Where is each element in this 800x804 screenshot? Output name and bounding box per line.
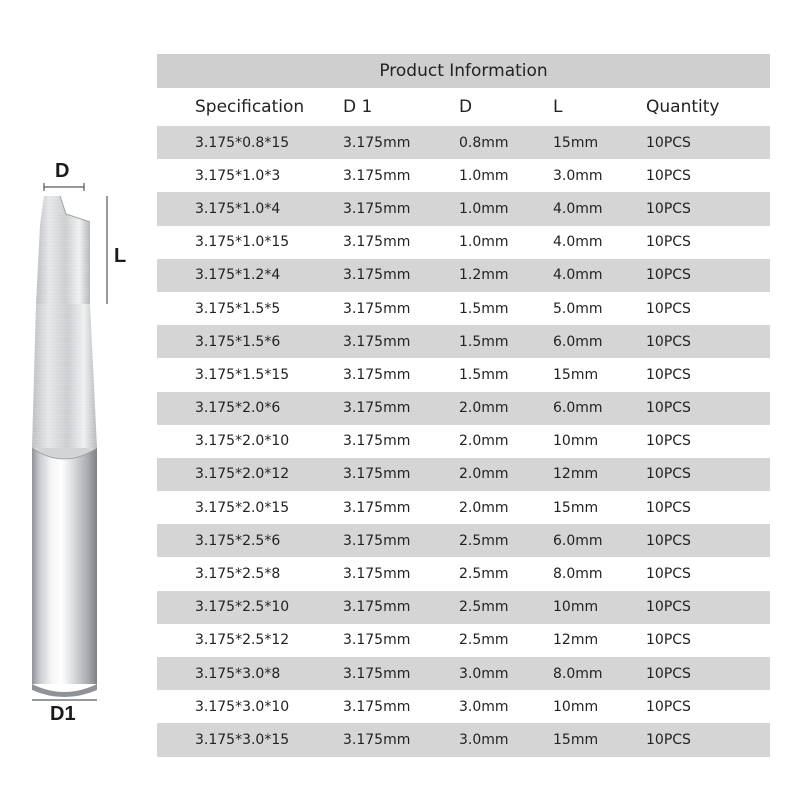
table-row bbox=[157, 192, 770, 225]
cell-specification: 3.175*2.5*8 bbox=[195, 566, 281, 583]
header-d: D bbox=[459, 97, 473, 117]
cell-quantity: 10PCS bbox=[646, 665, 691, 682]
table-row bbox=[157, 226, 770, 259]
cell-l: 4.0mm bbox=[553, 200, 603, 217]
cell-d: 1.2mm bbox=[459, 267, 509, 284]
cell-l: 5.0mm bbox=[553, 300, 603, 317]
table-title: Product Information bbox=[157, 54, 770, 88]
cell-d1: 3.175mm bbox=[343, 665, 411, 682]
table-row bbox=[157, 325, 770, 358]
cell-quantity: 10PCS bbox=[646, 532, 691, 549]
cell-l: 8.0mm bbox=[553, 566, 603, 583]
cell-d: 3.0mm bbox=[459, 731, 509, 748]
table-row bbox=[157, 657, 770, 690]
table-body bbox=[157, 126, 770, 757]
header-l: L bbox=[553, 97, 563, 117]
cell-d: 2.5mm bbox=[459, 632, 509, 649]
cell-quantity: 10PCS bbox=[646, 234, 691, 251]
cell-d: 2.0mm bbox=[459, 499, 509, 516]
table-row bbox=[157, 491, 770, 524]
cell-d1: 3.175mm bbox=[343, 566, 411, 583]
cell-d1: 3.175mm bbox=[343, 400, 411, 417]
cell-specification: 3.175*1.2*4 bbox=[195, 267, 281, 284]
cell-d: 1.5mm bbox=[459, 333, 509, 350]
cell-specification: 3.175*3.0*8 bbox=[195, 665, 281, 682]
cell-l: 10mm bbox=[553, 698, 599, 715]
cell-l: 10mm bbox=[553, 599, 599, 616]
bit-diagram bbox=[0, 0, 150, 800]
cell-l: 4.0mm bbox=[553, 234, 603, 251]
cell-d: 1.0mm bbox=[459, 200, 509, 217]
cell-l: 6.0mm bbox=[553, 333, 603, 350]
table-row bbox=[157, 259, 770, 292]
table-row bbox=[157, 591, 770, 624]
cell-d1: 3.175mm bbox=[343, 731, 411, 748]
cell-l: 10mm bbox=[553, 433, 599, 450]
cell-d1: 3.175mm bbox=[343, 234, 411, 251]
cell-d1: 3.175mm bbox=[343, 167, 411, 184]
cell-specification: 3.175*1.0*15 bbox=[195, 234, 290, 251]
cell-quantity: 10PCS bbox=[646, 599, 691, 616]
cell-quantity: 10PCS bbox=[646, 134, 691, 151]
cell-quantity: 10PCS bbox=[646, 200, 691, 217]
table-header-row bbox=[157, 88, 770, 126]
cell-d: 2.5mm bbox=[459, 599, 509, 616]
cell-quantity: 10PCS bbox=[646, 167, 691, 184]
cell-l: 15mm bbox=[553, 731, 599, 748]
cell-l: 12mm bbox=[553, 466, 599, 483]
cell-l: 3.0mm bbox=[553, 167, 603, 184]
cell-specification: 3.175*2.0*6 bbox=[195, 400, 281, 417]
header-quantity: Quantity bbox=[646, 97, 720, 117]
cell-l: 15mm bbox=[553, 134, 599, 151]
cell-l: 8.0mm bbox=[553, 665, 603, 682]
table-row bbox=[157, 358, 770, 391]
cell-d: 2.5mm bbox=[459, 566, 509, 583]
cell-quantity: 10PCS bbox=[646, 698, 691, 715]
table-bottom bbox=[157, 757, 770, 765]
cell-d1: 3.175mm bbox=[343, 698, 411, 715]
table-row bbox=[157, 524, 770, 557]
cell-quantity: 10PCS bbox=[646, 300, 691, 317]
table-row bbox=[157, 557, 770, 590]
cell-l: 6.0mm bbox=[553, 400, 603, 417]
table-row bbox=[157, 392, 770, 425]
cell-d: 1.5mm bbox=[459, 300, 509, 317]
cell-specification: 3.175*2.5*10 bbox=[195, 599, 290, 616]
cell-d: 2.0mm bbox=[459, 433, 509, 450]
cell-specification: 3.175*2.5*12 bbox=[195, 632, 290, 649]
cell-l: 15mm bbox=[553, 366, 599, 383]
cell-quantity: 10PCS bbox=[646, 400, 691, 417]
table-row bbox=[157, 458, 770, 491]
d1-dimension-label: D1 bbox=[50, 703, 76, 725]
cell-d: 2.0mm bbox=[459, 466, 509, 483]
cell-d: 3.0mm bbox=[459, 665, 509, 682]
l-dimension-label: L bbox=[114, 245, 127, 267]
table-row bbox=[157, 292, 770, 325]
table-row bbox=[157, 624, 770, 657]
cell-d1: 3.175mm bbox=[343, 466, 411, 483]
cell-d1: 3.175mm bbox=[343, 300, 411, 317]
cell-specification: 3.175*1.0*3 bbox=[195, 167, 281, 184]
cell-quantity: 10PCS bbox=[646, 499, 691, 516]
cell-d1: 3.175mm bbox=[343, 599, 411, 616]
cell-quantity: 10PCS bbox=[646, 366, 691, 383]
cell-quantity: 10PCS bbox=[646, 632, 691, 649]
cell-d: 3.0mm bbox=[459, 698, 509, 715]
engraving-bit-illustration bbox=[0, 0, 150, 800]
table-row bbox=[157, 690, 770, 723]
cell-specification: 3.175*3.0*15 bbox=[195, 731, 290, 748]
cell-quantity: 10PCS bbox=[646, 267, 691, 284]
cell-quantity: 10PCS bbox=[646, 466, 691, 483]
cell-d: 2.5mm bbox=[459, 532, 509, 549]
cell-l: 12mm bbox=[553, 632, 599, 649]
cell-quantity: 10PCS bbox=[646, 731, 691, 748]
table-row bbox=[157, 425, 770, 458]
cell-d1: 3.175mm bbox=[343, 532, 411, 549]
d-dimension-label: D bbox=[55, 160, 70, 182]
cell-l: 6.0mm bbox=[553, 532, 603, 549]
cell-d: 1.5mm bbox=[459, 366, 509, 383]
cell-d: 0.8mm bbox=[459, 134, 509, 151]
cell-specification: 3.175*0.8*15 bbox=[195, 134, 290, 151]
cell-d: 1.0mm bbox=[459, 167, 509, 184]
cell-l: 15mm bbox=[553, 499, 599, 516]
cell-d: 2.0mm bbox=[459, 400, 509, 417]
cell-d: 1.0mm bbox=[459, 234, 509, 251]
header-d1: D 1 bbox=[343, 97, 373, 117]
cell-specification: 3.175*2.0*10 bbox=[195, 433, 290, 450]
cell-d1: 3.175mm bbox=[343, 632, 411, 649]
table-row bbox=[157, 159, 770, 192]
cell-d1: 3.175mm bbox=[343, 267, 411, 284]
cell-specification: 3.175*2.0*12 bbox=[195, 466, 290, 483]
table-row bbox=[157, 723, 770, 756]
cell-d1: 3.175mm bbox=[343, 333, 411, 350]
table-row bbox=[157, 126, 770, 159]
cell-specification: 3.175*2.5*6 bbox=[195, 532, 281, 549]
cell-specification: 3.175*3.0*10 bbox=[195, 698, 290, 715]
bit-shank bbox=[32, 448, 97, 684]
cell-quantity: 10PCS bbox=[646, 333, 691, 350]
cell-specification: 3.175*1.5*6 bbox=[195, 333, 281, 350]
cell-d1: 3.175mm bbox=[343, 200, 411, 217]
header-specification: Specification bbox=[195, 97, 305, 117]
cell-specification: 3.175*1.5*15 bbox=[195, 366, 290, 383]
cell-specification: 3.175*1.0*4 bbox=[195, 200, 281, 217]
product-information-table bbox=[157, 54, 770, 765]
cell-d1: 3.175mm bbox=[343, 499, 411, 516]
cell-l: 4.0mm bbox=[553, 267, 603, 284]
cell-d1: 3.175mm bbox=[343, 134, 411, 151]
cell-quantity: 10PCS bbox=[646, 566, 691, 583]
cell-specification: 3.175*1.5*5 bbox=[195, 300, 281, 317]
cell-d1: 3.175mm bbox=[343, 366, 411, 383]
cell-specification: 3.175*2.0*15 bbox=[195, 499, 290, 516]
cell-quantity: 10PCS bbox=[646, 433, 691, 450]
cell-d1: 3.175mm bbox=[343, 433, 411, 450]
